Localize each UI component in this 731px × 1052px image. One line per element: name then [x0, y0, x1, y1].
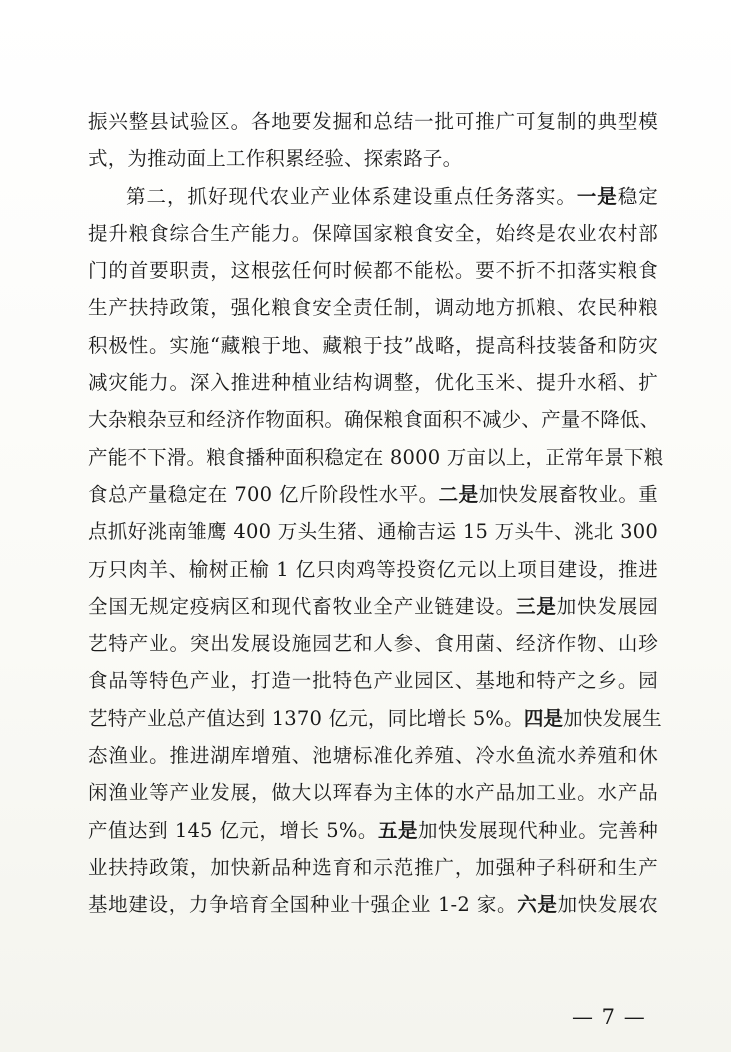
page-number: — 7 —: [572, 1005, 646, 1029]
text-run: 基地建设，力争培育全国种业十强企业 1-2 家。: [88, 893, 518, 917]
bold-ordinal: 四是: [523, 706, 564, 730]
text-line: [88, 103, 658, 140]
text-line: [88, 513, 658, 550]
text-run: 业扶持政策，加快新品种选育和示范推广，加强种子科研和生产: [88, 855, 658, 879]
bold-ordinal: 一是: [576, 184, 618, 208]
bold-ordinal: 五是: [377, 818, 418, 842]
text-line: [88, 700, 662, 737]
text-run: 门的首要职责，这根弦任何时候都不能松。要不折不扣落实粮食: [88, 259, 658, 283]
text-line: [88, 215, 658, 252]
text-run: 加快发展生: [563, 706, 662, 730]
text-run: 食总产量稳定在 700 亿斤阶段性水平。: [88, 482, 439, 506]
text-run: 稳定: [617, 184, 658, 208]
text-line: [88, 551, 658, 588]
text-line: [88, 252, 658, 289]
text-run: 艺特产业总产值达到 1370 亿元，同比增长 5%。: [88, 706, 524, 730]
text-line: [88, 588, 658, 625]
text-run: 产值达到 145 亿元，增长 5%。: [88, 818, 378, 842]
text-run: 式，为推动面上工作积累经验、探索路子。: [88, 147, 463, 171]
text-run: 全国无规定疫病区和现代畜牧业全产业链建设。: [88, 594, 516, 618]
bold-ordinal: 二是: [438, 482, 479, 506]
text-run: 艺特产业。突出发展设施园艺和人参、食用菌、经济作物、山珍: [88, 632, 658, 656]
text-line: [88, 774, 658, 811]
text-line: [88, 849, 658, 886]
text-line: [88, 737, 658, 774]
text-run: 加快发展现代种业。完善种: [418, 818, 658, 842]
text-line: [88, 886, 658, 923]
text-line: [88, 140, 658, 177]
text-run: 态渔业。推进湖库增殖、池塘标准化养殖、冷水鱼流水养殖和休: [88, 744, 658, 768]
text-run: 生产扶持政策，强化粮食安全责任制，调动地方抓粮、农民种粮: [88, 296, 658, 320]
text-line: [88, 662, 658, 699]
text-run: 积极性。实施“藏粮于地、藏粮于技”战略，提高科技装备和防灾: [88, 333, 658, 357]
text-run: 减灾能力。深入推进种植业结构调整，优化玉米、提升水稻、扩: [88, 371, 658, 395]
text-run: 加快发展农: [557, 893, 658, 917]
text-run: 加快发展畜牧业。重: [478, 482, 658, 506]
text-run: 产能不下滑。粮食播种面积稳定在 8000 万亩以上，正常年景下粮: [88, 445, 664, 469]
text-line: [88, 401, 658, 438]
text-run: 闲渔业等产业发展，做大以珲春为主体的水产品加工业。水产品: [88, 781, 658, 805]
text-run: 食品等特色产业，打造一批特色产业园区、基地和特产之乡。园: [88, 669, 658, 693]
text-run: 第二，抓好现代农业产业体系建设重点任务落实。: [126, 184, 577, 208]
text-line: [88, 625, 658, 662]
text-line: [88, 476, 658, 513]
text-run: 大杂粮杂豆和经济作物面积。确保粮食面积不减少、产量不降低、: [88, 408, 660, 432]
text-line: [88, 289, 658, 326]
text-line: [88, 327, 658, 364]
text-line: [88, 364, 658, 401]
text-run: 万只肉羊、榆树正榆 1 亿只肉鸡等投资亿元以上项目建设，推进: [88, 557, 658, 581]
bold-ordinal: 三是: [516, 594, 557, 618]
bold-ordinal: 六是: [517, 893, 558, 917]
text-line: [88, 812, 658, 849]
text-run: 加快发展园: [556, 594, 658, 618]
text-line: [88, 178, 658, 215]
text-run: 点抓好洮南雏鹰 400 万头生猪、通榆吉运 15 万头牛、洮北 300: [88, 520, 658, 544]
body-text: [88, 103, 664, 924]
text-run: 提升粮食综合生产能力。保障国家粮食安全，始终是农业农村部: [88, 221, 658, 245]
text-line: [88, 439, 664, 476]
text-run: 振兴整县试验区。各地要发掘和总结一批可推广可复制的典型模: [88, 110, 658, 133]
